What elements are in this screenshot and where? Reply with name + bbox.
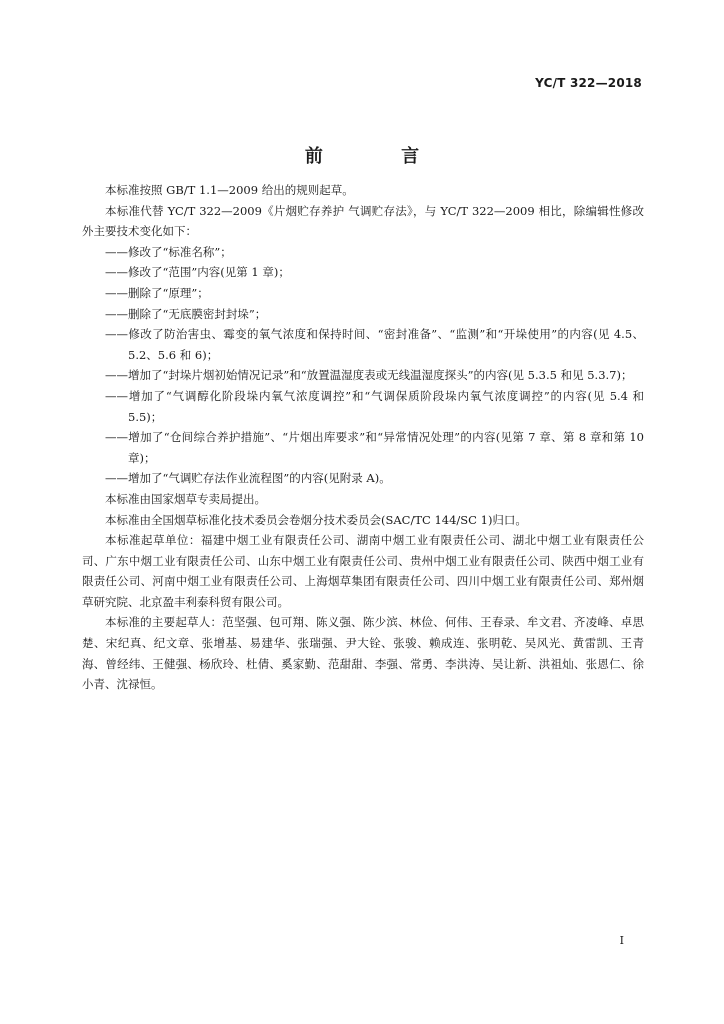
paragraph-drafting-rule: 本标准按照 GB/T 1.1—2009 给出的规则起草。 [105,183,354,197]
document-body [82,180,644,695]
change-item: ——修改了“范围”内容(见第 1 章)； [105,265,290,280]
change-item: ——删除了“无底膜密封封垛”； [105,306,267,321]
paragraph-replacement: 本标准代替 YC/T 322—2009《片烟贮存养护 气调贮存法》，与 YC/T 322—2009 相比，除编辑性修改外主要技术变化如下： [82,203,644,239]
change-item: ——增加了“仓间综合养护措施”、“片烟出库要求”和“异常情况处理”的内容(见第 7 章、第 8 章和第 10 章)； [105,430,644,465]
change-item: ——增加了“气调贮存法作业流程图”的内容(见附录 A)。 [105,471,391,486]
page-title: 前 言 [304,146,456,167]
standard-code: YC/T 322—2018 [535,76,642,90]
paragraph-drafters: 本标准的主要起草人：范坚强、包可翔、陈义强、陈少滨、林俭、何伟、王春录、牟文君、齐凌峰、卓思楚、宋纪真、纪文章、张增基、易建华、张瑞强、尹大铨、张骏、赖成连、张明乾、吴风光、黄雷凯、王青海、曾经纬、王健强、杨欣玲、杜倩、奚家勤、范甜甜、李强、常勇、李洪涛、吴让新、洪祖灿、张恩仁、徐小青、沈禄恒。 [82,615,644,692]
page-number: I [619,934,624,947]
change-item: ——增加了“气调醇化阶段垛内氧气浓度调控”和“气调保质阶段垛内氧气浓度调控”的内容(见 5.4 和 5.5)； [105,388,644,424]
change-item: ——删除了“原理”； [105,285,209,300]
change-item: ——修改了“标准名称”； [105,244,232,259]
change-item: ——增加了“封垛片烟初始情况记录”和“放置温湿度表或无线温湿度探头”的内容(见 5.3.5 和见 5.3.7)； [105,368,633,383]
paragraph-drafting-units: 本标准起草单位：福建中烟工业有限责任公司、湖南中烟工业有限责任公司、湖北中烟工业有限责任公司、广东中烟工业有限责任公司、山东中烟工业有限责任公司、贵州中烟工业有限责任公司、陕西中烟工业有限责任公司、河南中烟工业有限责任公司、上海烟草集团有限责任公司、四川中烟工业有限责任公司、郑州烟草研究院、北京盈丰利泰科贸有限公司。 [82,533,644,609]
paragraph-proposer: 本标准由国家烟草专卖局提出。 [105,491,266,506]
paragraph-committee: 本标准由全国烟草标准化技术委员会卷烟分技术委员会(SAC/TC 144/SC 1)归口。 [105,512,527,527]
change-item: ——修改了防治害虫、霉变的氧气浓度和保持时间、“密封准备”、“监测”和“开垛使用”的内容(见 4.5、5.2、5.6 和 6)； [105,327,644,362]
